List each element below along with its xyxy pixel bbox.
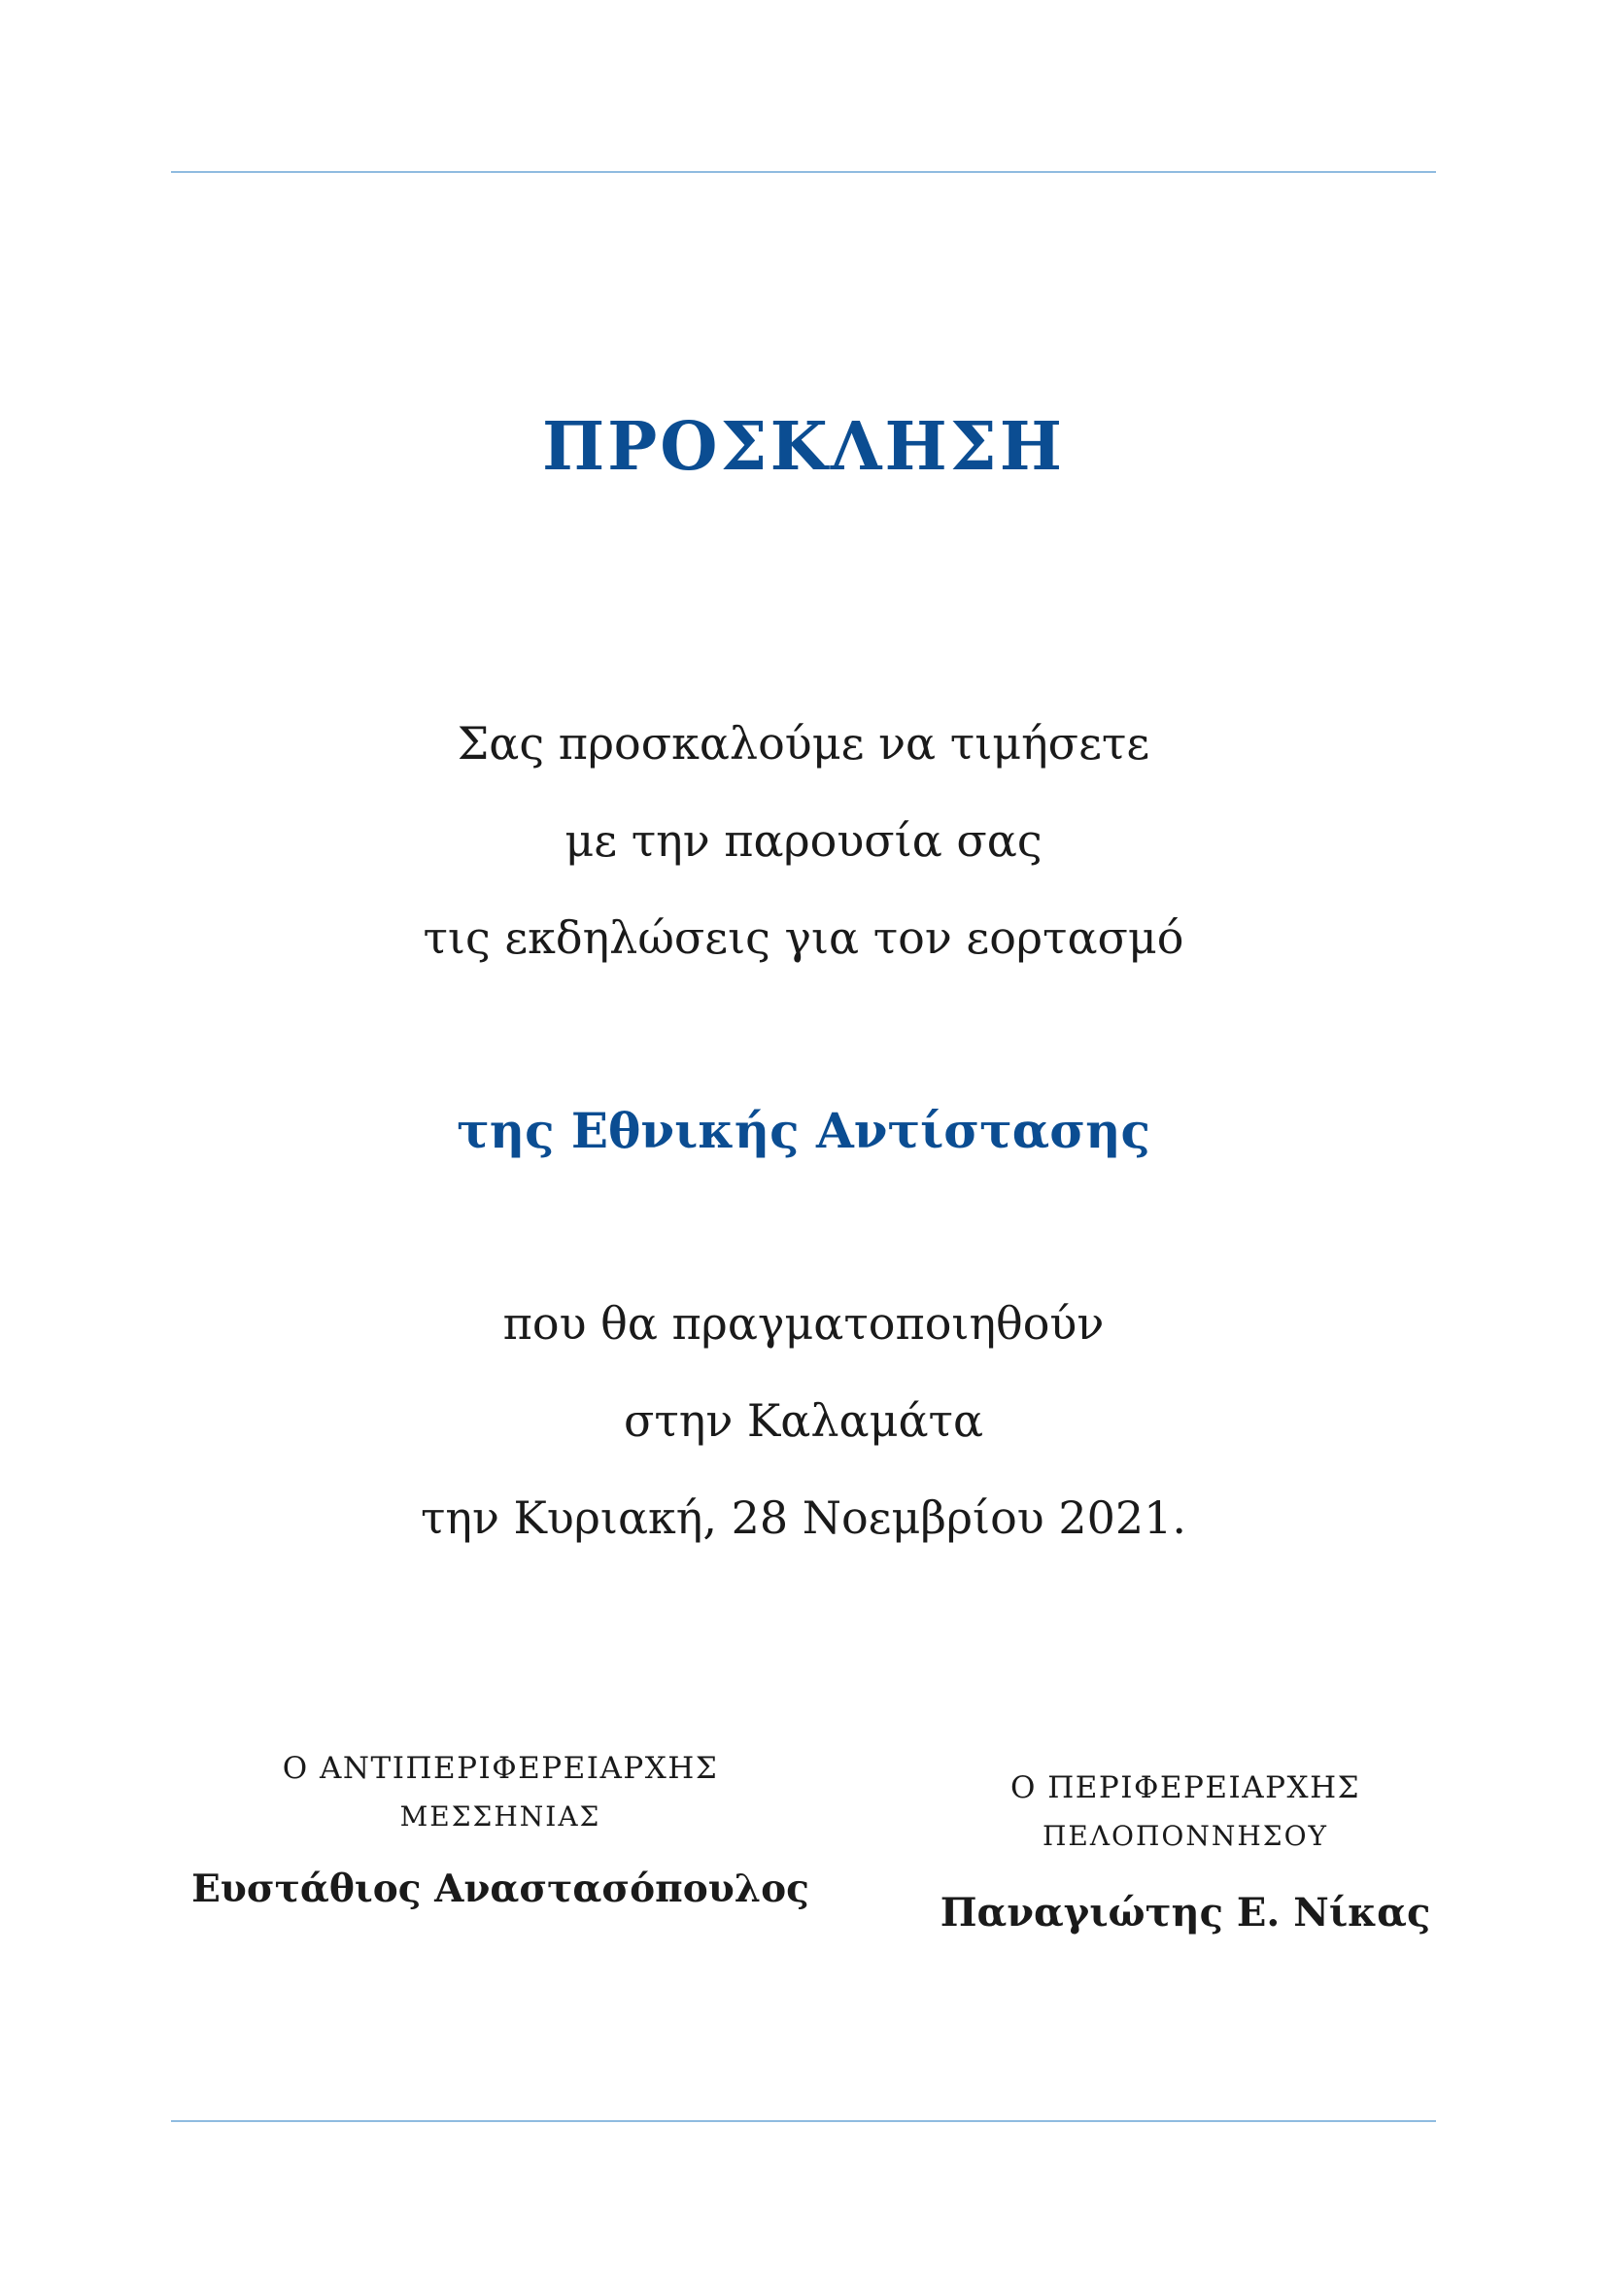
details-line-3: την Κυριακή, 28 Νοεμβρίου 2021. (420, 1491, 1187, 1544)
signature-region: ΠΕΛΟΠΟΝΝΗΣΟΥ (1042, 1820, 1329, 1852)
intro-line-2: με την παρουσία σας (564, 814, 1043, 867)
signature-role: Ο ΑΝΤΙΠΕΡΙΦΕΡΕΙΑΡΧΗΣ (282, 1751, 719, 1786)
intro-line-3: τις εκδηλώσεις για τον εορτασμό (423, 911, 1184, 964)
signature-region: ΜΕΣΣΗΝΙΑΣ (399, 1800, 601, 1833)
bottom-divider (171, 2120, 1436, 2122)
signature-block-vice-governor (165, 1744, 836, 1911)
signature-role: Ο ΠΕΡΙΦΕΡΕΙΑΡΧΗΣ (1009, 1770, 1361, 1805)
intro-line-1: Σας προσκαλούμε να τιμήσετε (457, 717, 1150, 770)
signature-name: Παναγιώτης Ε. Νίκας (940, 1890, 1431, 1936)
signature-block-governor (874, 1764, 1496, 1936)
top-divider (171, 171, 1436, 173)
signature-name: Ευστάθιος Αναστασόπουλος (191, 1867, 809, 1911)
details-line-2: στην Καλαμάτα (623, 1394, 984, 1447)
event-name: της Εθνικής Αντίστασης (457, 1102, 1150, 1159)
details-line-1: που θα πραγματοποιηθούν (502, 1297, 1105, 1350)
invitation-title: ΠΡΟΣΚΛΗΣΗ (541, 408, 1066, 486)
